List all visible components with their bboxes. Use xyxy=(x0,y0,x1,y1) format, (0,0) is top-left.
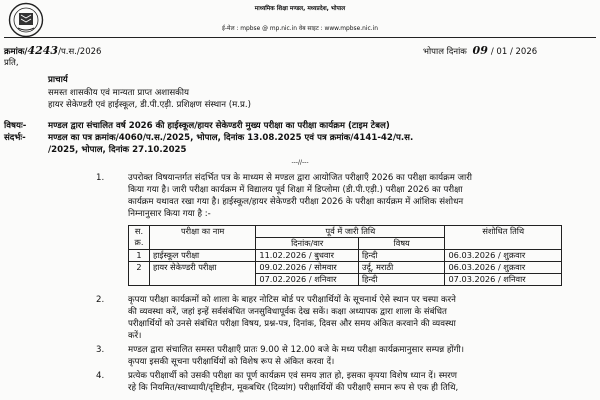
header-exam-name: परीक्षा का नाम xyxy=(149,226,255,250)
board-title: माध्यमिक शिक्षा मण्डल, मध्यप्रदेश, भोपाल xyxy=(254,6,346,12)
row-exam: हायर सेकेण्डरी परीक्षा xyxy=(149,262,255,286)
reference-line-1: मण्डल का पत्र क्रमांक/4060/प.स./2025, भोपाल, दिनांक 13.08.2025 एवं पत्र क्रमांक/4141-42/प.स. xyxy=(48,133,414,143)
point-number: 4. xyxy=(96,371,105,381)
header-sno: स. क्र. xyxy=(129,226,150,250)
point-number: 1. xyxy=(96,173,105,183)
point-number: 3. xyxy=(96,345,105,355)
row-exam: हाईस्कूल परीक्षा xyxy=(149,250,255,262)
point-2-line: करें। xyxy=(128,331,142,341)
row-date: 07.02.2026 / शनिवार xyxy=(256,274,359,286)
point-2-line: की व्यवस्था करें, जहां इन्हें सर्वसंबंधित जनसुविधापूर्वक देख सकें। कक्षा अध्यापक द्वारा शाला के संबंधित xyxy=(128,307,447,317)
point-1-line: कार्यक्रम यथावत रखा गया है। हाईस्कूल/हायर सेकेण्डरी परीक्षा 2026 के परीक्षा कार्यक्रम में आंशिक संशोधन xyxy=(128,197,464,207)
prati-label: प्रति, xyxy=(4,58,19,68)
row-revised: 06.03.2026 / शुक्रवार xyxy=(445,262,562,274)
revised-schedule-table xyxy=(128,225,562,286)
point-4-line: रहे कि नियमित/स्वाध्यायी/दृष्टिहीन, मूकबधिर (दिव्यांग) परीक्षार्थियों की परीक्षाएँ समान रूप से एक ही तिथि, xyxy=(128,383,459,393)
point-2-line: परीक्षार्थियों को उनसे संबंधित परीक्षा विषय, प्रश्न-पत्र, दिनांक, दिवस और समय अंकित करवाने की व्यवस्था xyxy=(128,319,456,329)
header-revised-date: संशोधित तिथि xyxy=(445,226,562,250)
point-number: 2. xyxy=(96,295,105,305)
row-subject: हिन्दी xyxy=(358,250,445,262)
row-date: 11.02.2026 / बुधवार xyxy=(256,250,359,262)
point-1-line: किया गया है। जारी परीक्षा कार्यक्रम में विद्यालय पूर्व शिक्षा में डिप्लोमा (डी.पी.एड़ी.) परीक्षा 2026 का परीक्षा xyxy=(128,185,463,195)
subject-text: मण्डल द्वारा संचालित वर्ष 2026 की हाईस्कूल/हायर सेकेण्डरी मुख्य परीक्षा का परीक्षा कार्यक्रम (टाइम टेबल) xyxy=(48,121,390,131)
recipient-line-1: समस्त शासकीय एवं मान्यता प्राप्त अशासकीय xyxy=(48,88,189,98)
point-2-line: कृपया परीक्षा कार्यक्रमों को शाला के बाहर नोटिस बोर्ड पर परीक्षार्थियों के सूचनार्थ ऐसे स्थान पर चस्पा करने xyxy=(128,295,456,305)
point-1-line: उपरोक्त विषयान्तर्गत संदर्भित पत्र के माध्यम से मण्डल द्वारा आयोजित परीक्षाएँ 2026 का परीक्षा कार्यक्रम जारी xyxy=(128,173,472,183)
table-header-row xyxy=(129,226,562,238)
header-subject: विषय xyxy=(358,238,445,250)
recipient-title: प्राचार्य xyxy=(48,75,68,85)
contact-line: ई-मेल : mpbse @ mp.nic.in वेब साइट : www.mpbse.nic.in xyxy=(222,26,378,32)
row-revised: 06.03.2026 / शुक्रवार xyxy=(445,250,562,262)
point-4-line: प्रत्येक परीक्षार्थी को उसकी परीक्षा का पूर्ण कार्यक्रम एवं समय ज्ञात हो, इसका कृपया विशेष ध्यान दें। स्मरण xyxy=(128,371,458,381)
point-3-line: मण्डल द्वारा संचालित समस्त परीक्षाएँ प्रातः 9.00 से 12.00 बजे के मध्य परीक्षा कार्यक्रमानुसार सम्पन्न होंगी। xyxy=(128,345,465,355)
reference-line-2: /2025, भोपाल, दिनांक 27.10.2025 xyxy=(48,145,187,155)
row-subject: उर्दू, मराठी xyxy=(358,262,445,274)
subject-label: विषयः- xyxy=(4,121,27,131)
header-date-day: दिनांक/वार xyxy=(256,238,359,250)
reference-label: संदर्भः- xyxy=(4,133,26,143)
letter-date: भोपाल दिनांक 09 / 01 / 2026 xyxy=(423,44,538,57)
row-sno: 2 xyxy=(129,262,150,286)
point-1-line: निम्नानुसार किया गया है :- xyxy=(128,209,211,219)
section-divider: ---//--- xyxy=(291,159,309,166)
recipient-line-2: हायर सेकेण्डरी एवं हाईस्कूल, डी.पी.एड़ी. प्रशिक्षण संस्थान (म.प्र.) xyxy=(48,100,251,110)
table-row xyxy=(129,250,562,262)
header-divider xyxy=(4,37,596,38)
row-date: 09.02.2026 / सोमवार xyxy=(256,262,359,274)
header-previous-date: पूर्व में जारी तिथि xyxy=(256,226,445,238)
table-row xyxy=(129,262,562,274)
point-3-line: कृपया इसकी सूचना परीक्षार्थियों को विशेष रूप से अंकित करवा दें। xyxy=(128,357,335,367)
row-subject: हिन्दी xyxy=(358,274,445,286)
row-revised: 07.03.2026 / शनिवार xyxy=(445,274,562,286)
row-sno: 1 xyxy=(129,250,150,262)
reference-number: क्रमांक/4243/प.स./2026 xyxy=(4,44,102,57)
